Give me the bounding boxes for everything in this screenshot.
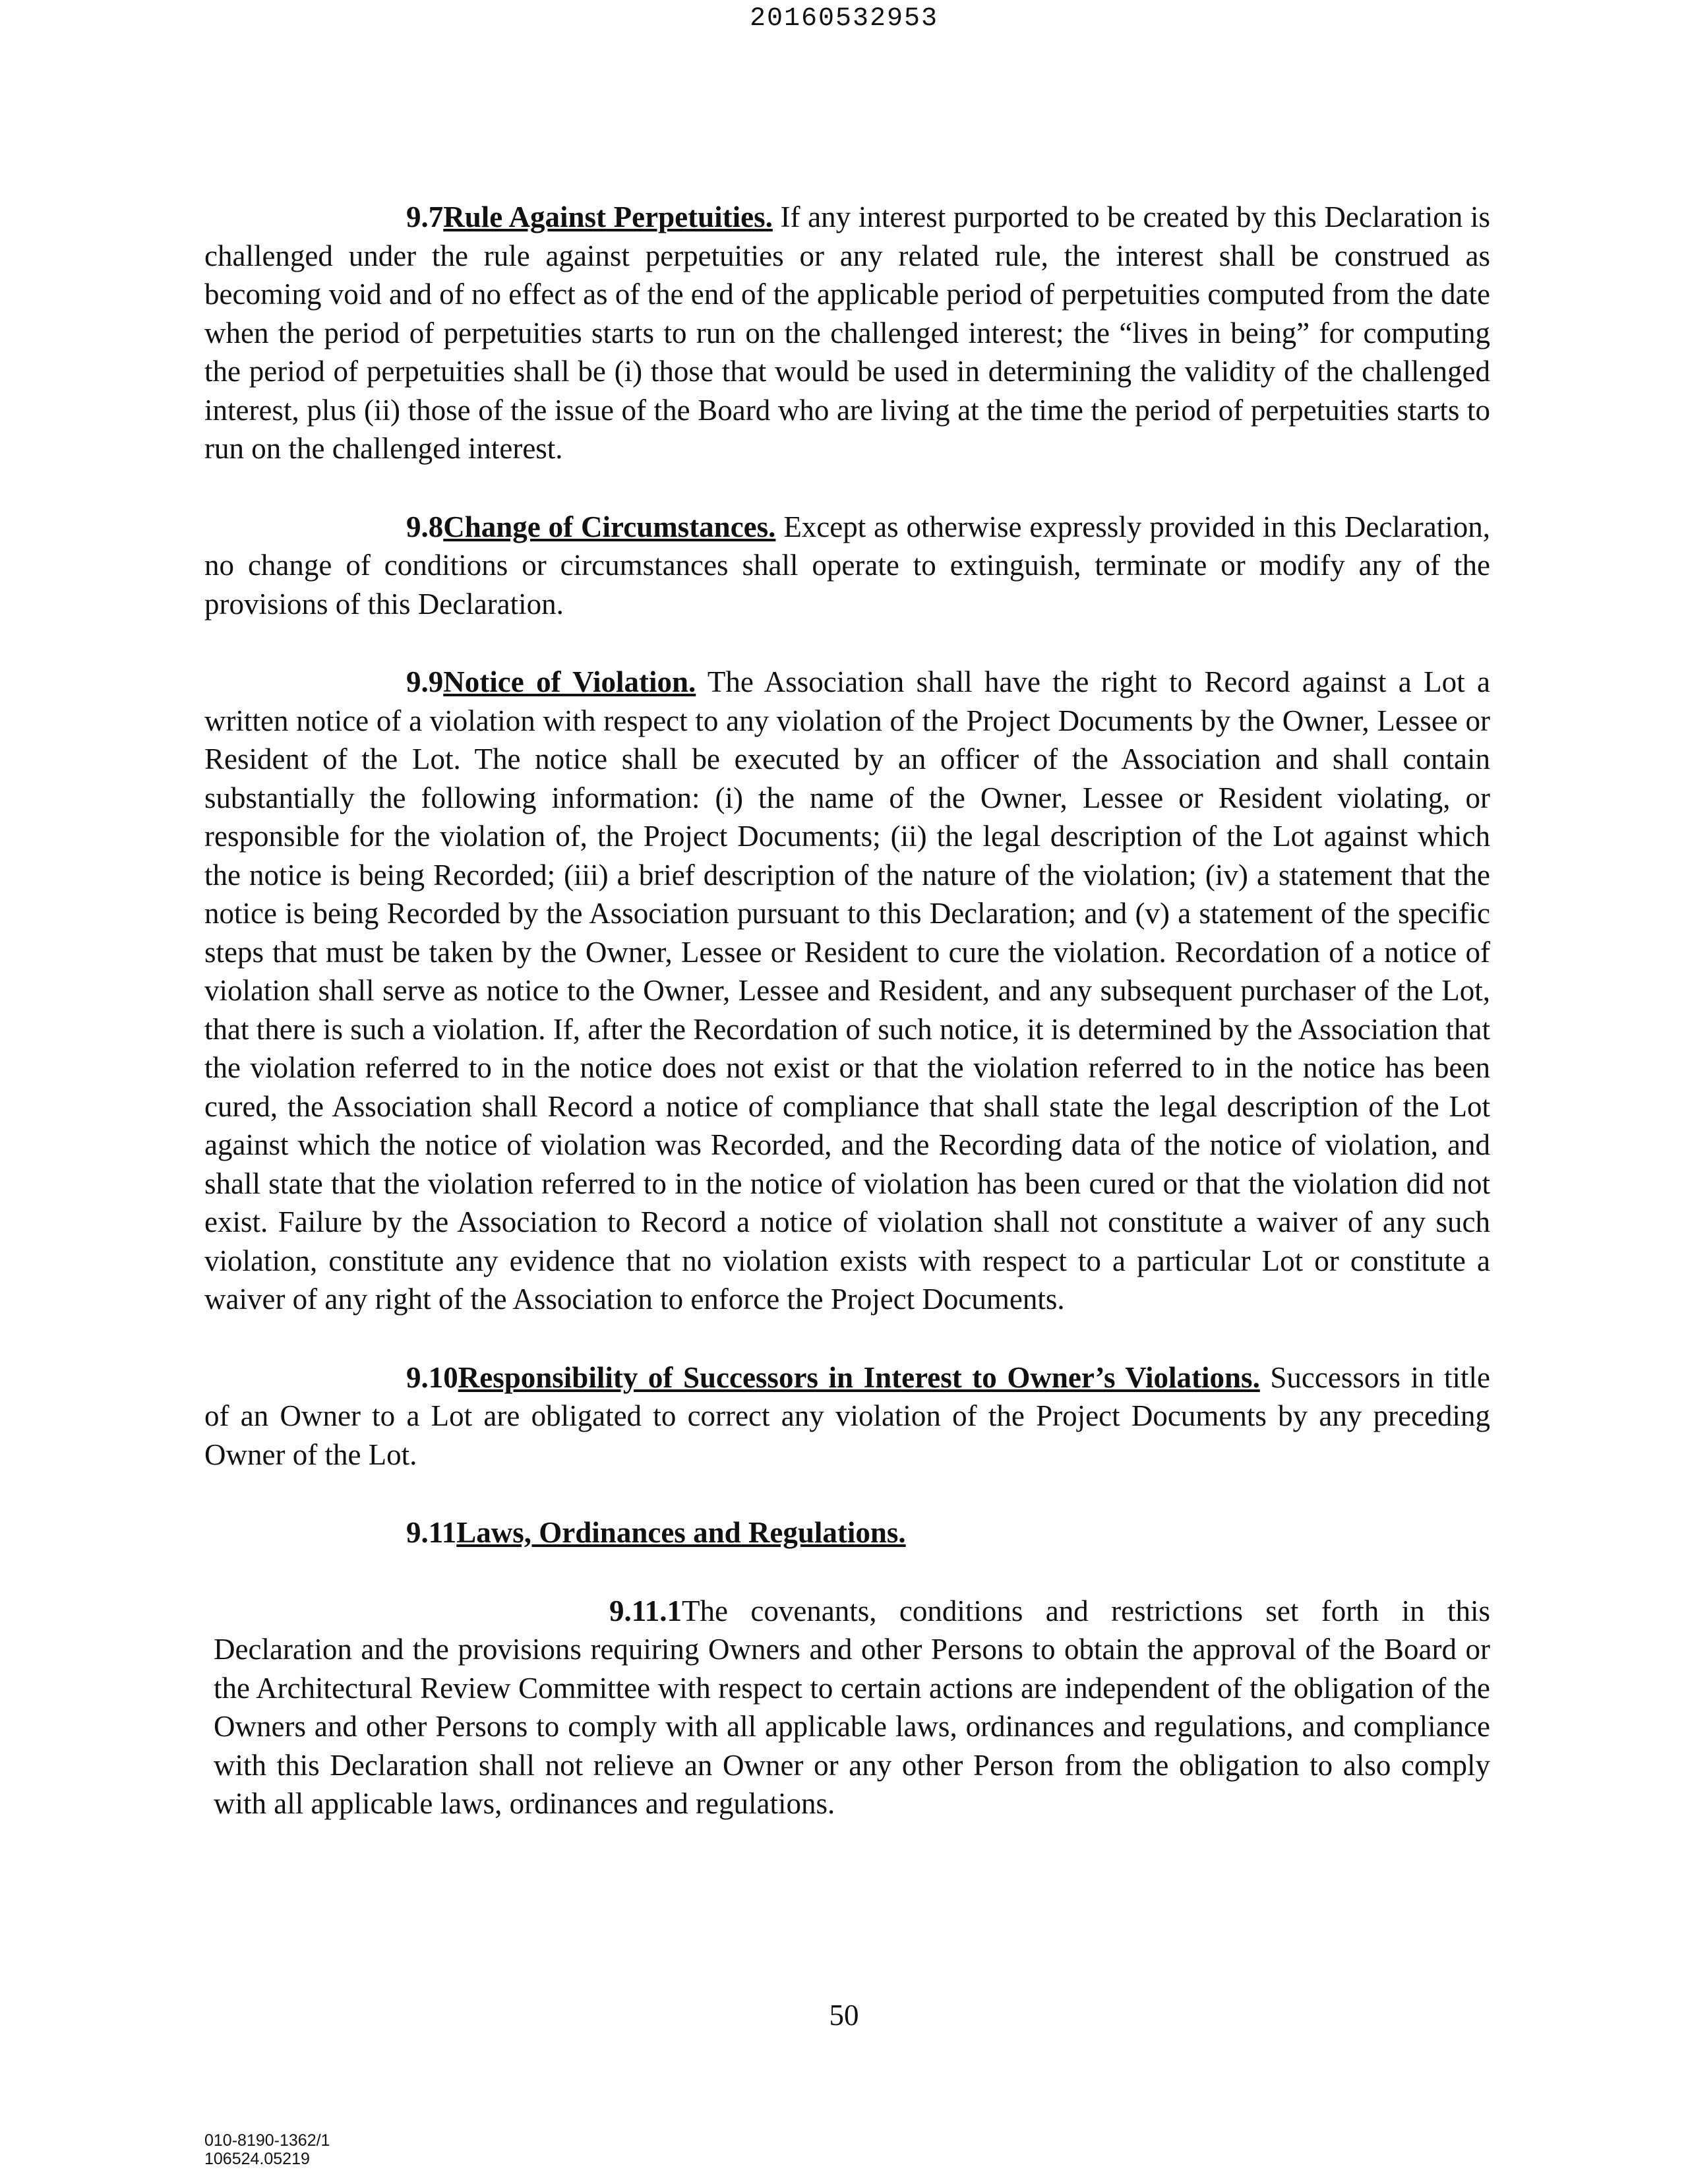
- section-number: 9.11: [406, 1516, 457, 1549]
- section-heading: Change of Circumstances.: [443, 510, 776, 543]
- section-9-11: [204, 1513, 1490, 1552]
- section-9-9: [204, 663, 1490, 1319]
- page-number: 50: [829, 1999, 859, 2032]
- section-text: Successors in title of an Owner to a Lot are obligated to correct any violation of the Project Documents by any preceding Owner of the Lot.: [204, 1360, 1490, 1471]
- section-text: The Association shall have the right to Record against a Lot a written notice of a violation with respect to any violation of the Project Documents by the Owner, Lessee or Resident of the Lot. The notice shall be executed by an officer of the Association and shall contain substantially the following information: (i) the name of the Owner, Lessee or Resident violating, or responsible for the violation of, the Project Documents; (ii) the legal description of the Lot against which the notice is being Recorded; (iii) a brief description of the nature of the violation; (iv) a statement that the notice is being Recorded by the Association pursuant to this Declaration; and (v) a statement of the specific steps that must be taken by the Owner, Lessee or Resident to cure the violation. Recordation of a notice of violation shall serve as notice to the Owner, Lessee and Resident, and any subsequent purchaser of the Lot, that there is such a violation. If, after the Recordation of such notice, it is determined by the Association that the violation referred to in the notice does not exist or that the violation referred to in the notice has been cured, the Association shall Record a notice of compliance that shall state the legal description of the Lot against which the notice of violation was Recorded, and the Recording data of the notice of violation, and shall state that the violation referred to in the notice of violation has been cured or that the violation did not exist. Failure by the Association to Record a notice of violation shall not constitute a waiver of any such violation, constitute any evidence that no violation exists with respect to a particular Lot or constitute a waiver of any right of the Association to enforce the Project Documents.: [204, 665, 1490, 1316]
- document-number: 20160532953: [749, 4, 939, 34]
- section-9-10: [204, 1358, 1490, 1474]
- section-9-8: [204, 508, 1490, 624]
- footer-code-line-1: 010-8190-1362/1: [204, 2131, 330, 2150]
- section-number: 9.7: [406, 200, 444, 233]
- section-number: 9.9: [406, 665, 444, 698]
- section-heading: Responsibility of Successors in Interest to Owner’s Violations.: [458, 1360, 1260, 1394]
- section-text: Except as otherwise expressly provided in this Declaration, no change of conditions or circumstances shall operate to extinguish, terminate or modify any of the provisions of this Declaration.: [204, 510, 1490, 621]
- footer-code-line-2: 106524.05219: [204, 2150, 310, 2168]
- section-heading: Laws, Ordinances and Regulations.: [456, 1516, 906, 1549]
- section-number: 9.11.1: [609, 1594, 682, 1627]
- section-heading: Rule Against Perpetuities.: [443, 200, 773, 233]
- section-number: 9.10: [406, 1360, 458, 1394]
- section-9-11-1: [214, 1592, 1490, 1823]
- document-body: [204, 198, 1490, 1823]
- section-text: The covenants, conditions and restrictions set forth in this Declaration and the provisions requiring Owners and other Persons to obtain the approval of the Board or the Architectural Review Committee with respect to certain actions are independent of the obligation of the Owners and other Persons to comply with all applicable laws, ordinances and regulations, and compliance with this Declaration shall not relieve an Owner or any other Person from the obligation to also comply with all applicable laws, ordinances and regulations.: [214, 1594, 1490, 1820]
- section-9-7: [204, 198, 1490, 468]
- section-number: 9.8: [406, 510, 444, 543]
- section-text: If any interest purported to be created by this Declaration is challenged under the rule against perpetuities or any related rule, the interest shall be construed as becoming void and of no effect as of the end of the applicable period of perpetuities computed from the date when the period of perpetuities starts to run on the challenged interest; the “lives in being” for computing the period of perpetuities shall be (i) those that would be used in determining the validity of the challenged interest, plus (ii) those of the issue of the Board who are living at the time the period of perpetuities starts to run on the challenged interest.: [204, 200, 1490, 465]
- section-heading: Notice of Violation.: [443, 665, 696, 698]
